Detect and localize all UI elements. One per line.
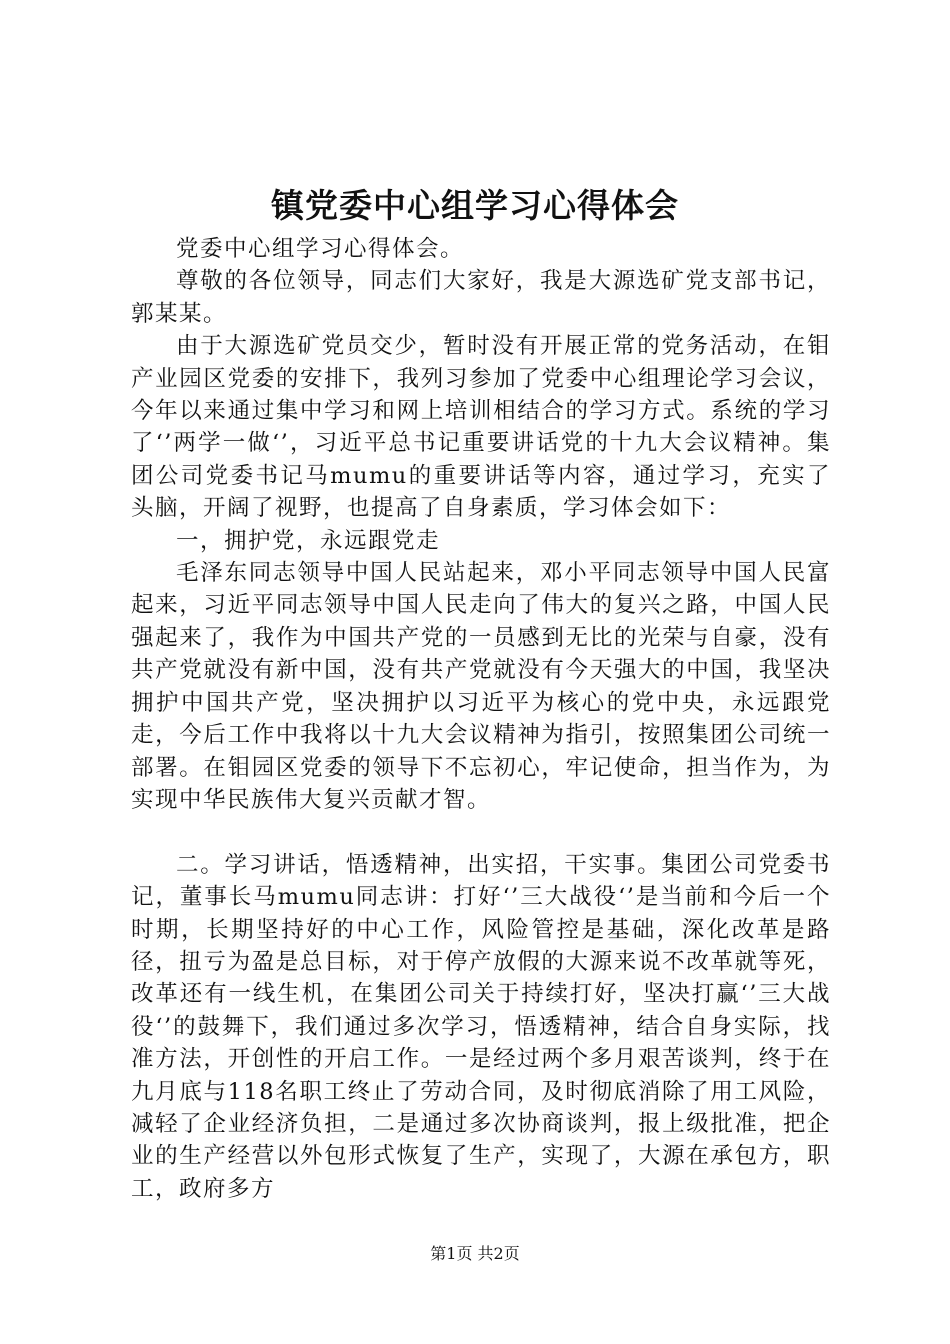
page-footer: 第1页 共2页 xyxy=(430,1244,520,1263)
paragraph-section-1: 毛泽东同志领导中国人民站起来，邓小平同志领导中国人民富起来，习近平同志领导中国人民走向了伟大的复兴之路，中国人民强起来了，我作为中国共产党的一员感到无比的光荣与自豪，没有共产党就没有新中国，没有共产党就没有今天强大的中国，我坚决拥护中国共产党，坚决拥护以习近平为核心的党中央，永远跟党走，今后工作中我将以十九大会议精神为指引，按照集团公司统一部署。在钼园区党委的领导下不忘初心，牢记使命，担当作为，为实现中华民族伟大复兴贡献才智。 xyxy=(131,560,831,813)
paragraph-background: 由于大源选矿党员交少，暂时没有开展正常的党务活动，在钼产业园区党委的安排下，我列习参加了党委中心组理论学习会议，今年以来通过集中学习和网上培训相结合的学习方式。系统的学习了‘’两学一做‘’，习近平总书记重要讲话党的十九大会议精神。集团公司党委书记马mumu的重要讲话等内容，通过学习，充实了头脑，开阔了视野，也提高了自身素质，学习体会如下： xyxy=(131,333,831,522)
paragraph-intro: 党委中心组学习心得体会。 xyxy=(176,236,465,262)
section-heading-1: 一，拥护党，永远跟党走 xyxy=(176,527,441,554)
blank-line xyxy=(131,816,831,848)
document-title: 镇党委中心组学习心得体会 xyxy=(271,186,679,225)
document-body xyxy=(131,233,831,1205)
paragraph-greeting: 尊敬的各位领导，同志们大家好，我是大源选矿党支部书记，郭某某。 xyxy=(131,268,831,327)
paragraph-section-2: 二。学习讲话，悟透精神，出实招，干实事。集团公司党委书记，董事长马mumu同志讲：打好‘’三大战役‘’是当前和今后一个时期，长期坚持好的中心工作，风险管控是基础，深化改革是路径，扭亏为盈是总目标，对于停产放假的大源来说不改革就等死，改革还有一线生机，在集团公司关于持续打好，坚决打赢‘’三大战役‘’的鼓舞下，我们通过多次学习，悟透精神，结合自身实际，找准方法，开创性的开启工作。一是经过两个多月艰苦谈判，终于在九月底与118名职工终止了劳动合同，及时彻底消除了用工风险，减轻了企业经济负担，二是通过多次协商谈判，报上级批准，把企业的生产经营以外包形式恢复了生产，实现了，大源在承包方，职工，政府多方 xyxy=(131,851,831,1202)
